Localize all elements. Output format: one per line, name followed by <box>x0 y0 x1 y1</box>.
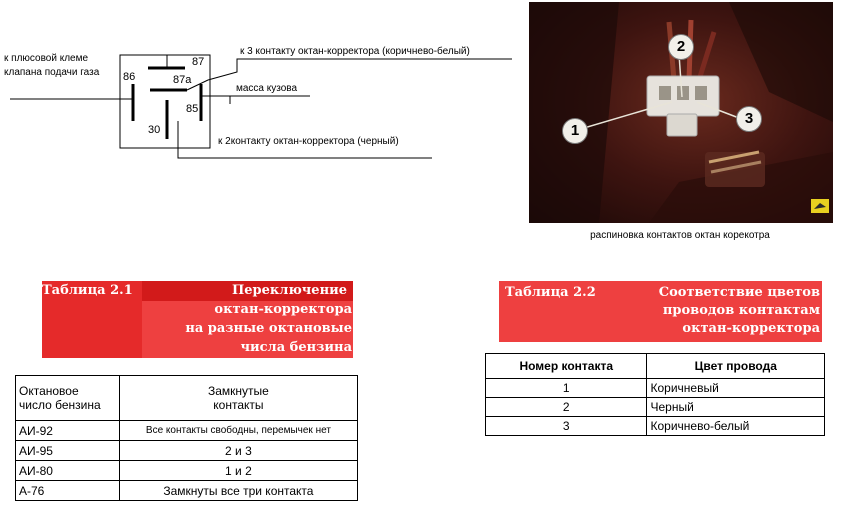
table-row <box>486 379 825 398</box>
pin-85-label: 85 <box>186 103 199 115</box>
contacts-cell: Все контакты свободны, перемычек нет <box>119 421 357 441</box>
connector-photo <box>529 2 833 223</box>
gas-valve-label-1: к плюсовой клеме <box>4 53 89 64</box>
contact3-label: к 3 контакту октан-корректора (коричнево-белый) <box>240 46 470 57</box>
callout-1: 1 <box>562 118 588 144</box>
table2-heading-line-3: октан-корректора <box>682 321 820 336</box>
table1-col-contacts: Замкнутые контакты <box>119 376 357 421</box>
contact-number-cell: 2 <box>486 398 647 417</box>
table2-col-number: Номер контакта <box>486 354 647 379</box>
wire-color-cell: Коричнево-белый <box>647 417 825 436</box>
octane-table <box>15 375 358 501</box>
ground-label: масса кузова <box>236 83 298 94</box>
table-row <box>486 417 825 436</box>
contacts-cell: 1 и 2 <box>119 461 357 481</box>
photo-caption: распиновка контактов октан корекотра <box>590 230 770 241</box>
contacts-cell: 2 и 3 <box>119 441 357 461</box>
table1-heading-line-1: Переключение <box>231 283 347 298</box>
fuel-cell: А-76 <box>16 481 120 501</box>
table2-heading-line-2: проводов контактам <box>662 303 820 318</box>
fuel-cell: АИ-92 <box>16 421 120 441</box>
table2-heading-line-1: Соответствие цветов <box>658 285 820 300</box>
table2-title: Таблица 2.2 <box>505 285 596 300</box>
table-row <box>486 398 825 417</box>
table-row <box>16 421 358 441</box>
wire-color-cell: Коричневый <box>647 379 825 398</box>
pin-87-label: 87 <box>192 56 205 68</box>
table1-heading-line-4: числа бензина <box>240 340 352 355</box>
callout-3: 3 <box>736 106 762 132</box>
gas-valve-label-2: клапана подачи газа <box>4 67 100 78</box>
table-row <box>16 481 358 501</box>
table1-heading-line-2: октан-корректора <box>214 302 352 317</box>
pin-87a-label: 87а <box>173 74 192 86</box>
table-row <box>16 441 358 461</box>
table1-title: Таблица 2.1 <box>42 283 133 298</box>
table1-col-fuel: Октановое число бензина <box>16 376 120 421</box>
wire-color-cell: Черный <box>647 398 825 417</box>
contact2-label: к 2контакту октан-корректора (черный) <box>218 136 399 147</box>
table2-col-color: Цвет провода <box>647 354 825 379</box>
fuel-cell: АИ-95 <box>16 441 120 461</box>
contacts-cell: Замкнуты все три контакта <box>119 481 357 501</box>
pin-30-label: 30 <box>148 124 161 136</box>
pin-86-label: 86 <box>123 71 136 83</box>
contact-number-cell: 1 <box>486 379 647 398</box>
callout-2: 2 <box>668 34 694 60</box>
fuel-cell: АИ-80 <box>16 461 120 481</box>
contact-number-cell: 3 <box>486 417 647 436</box>
wire-color-table <box>485 353 825 436</box>
table-row <box>16 461 358 481</box>
table1-heading-line-3: на разные октановые <box>185 321 352 336</box>
